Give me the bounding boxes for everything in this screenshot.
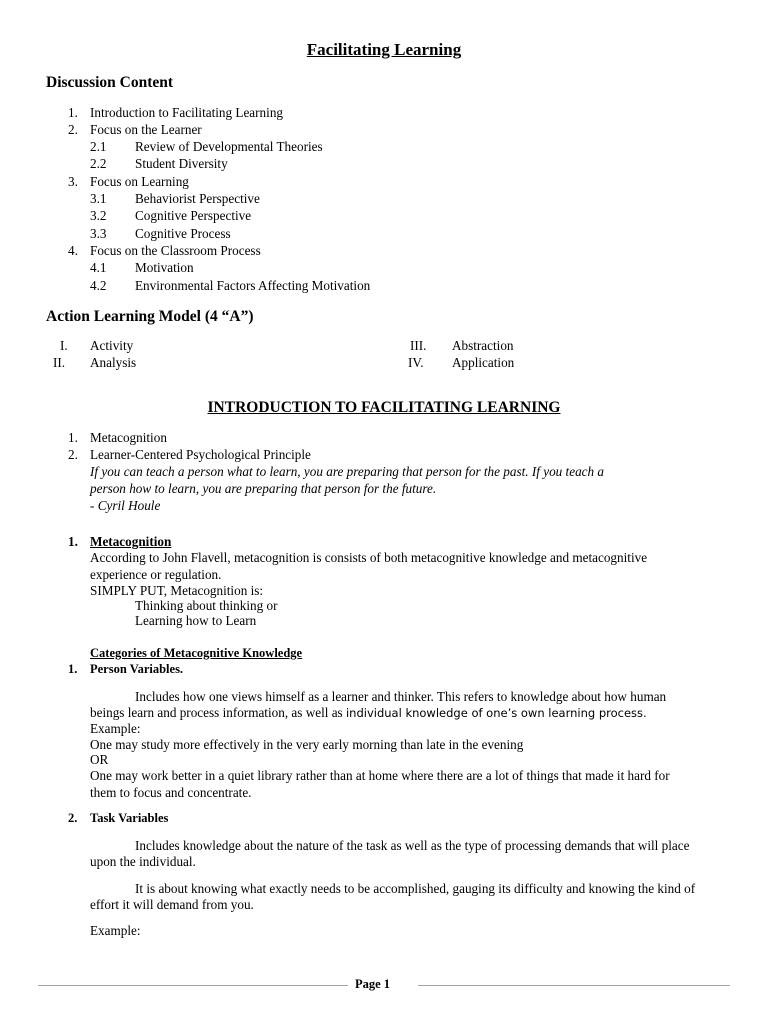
paragraph-text: beings learn and process information, as well as [90, 705, 346, 720]
roman-number: I. [60, 338, 68, 353]
list-number: 4. [68, 243, 78, 258]
paragraph-line: OR [90, 752, 109, 767]
section-number: 2. [68, 811, 78, 825]
sublist-item: Motivation [135, 260, 194, 275]
quote-text: person how to learn, you are preparing that person for the future. [90, 481, 437, 496]
footer-rule-right [418, 985, 730, 986]
list-item: Analysis [90, 355, 137, 370]
quote-text: If you can teach a person what to learn, you are preparing that person for the past. If you teach a [90, 464, 604, 479]
list-item: Introduction to Facilitating Learning [90, 105, 284, 120]
sublist-item: Cognitive Process [135, 226, 231, 241]
list-number: 1. [68, 430, 78, 445]
list-item: Learner-Centered Psychological Principle [90, 447, 311, 462]
section-heading: INTRODUCTION TO FACILITATING LEARNING [207, 399, 561, 416]
list-item: Focus on the Classroom Process [90, 243, 261, 258]
paragraph-line: experience or regulation. [90, 567, 222, 582]
sublist-number: 3.1 [90, 191, 107, 206]
sublist-number: 3.2 [90, 208, 107, 223]
list-item: Activity [90, 338, 134, 353]
roman-number: II. [53, 355, 66, 370]
sublist-number: 2.2 [90, 156, 107, 171]
section-heading: Metacognition [90, 534, 172, 549]
sublist-number: 4.1 [90, 260, 107, 275]
list-number: 3. [68, 174, 78, 189]
paragraph-line: effort it will demand from you. [90, 897, 254, 912]
paragraph-line: Includes knowledge about the nature of the task as well as the type of processing demands that will place [135, 838, 690, 853]
paragraph-text: individual knowledge of one’s own learning process. [345, 706, 647, 720]
paragraph-line: Thinking about thinking or [135, 598, 278, 613]
list-item: Focus on the Learner [90, 122, 202, 137]
sublist-item: Student Diversity [135, 156, 228, 171]
list-number: 1. [68, 105, 78, 120]
list-item: Application [452, 355, 515, 370]
paragraph-line [90, 706, 647, 720]
sublist-number: 3.3 [90, 226, 107, 241]
paragraph-line: Learning how to Learn [135, 613, 257, 628]
paragraph-line: According to John Flavell, metacognition is consists of both metacognitive knowledge and metacognitive [90, 550, 648, 565]
list-item: Abstraction [452, 338, 514, 353]
sublist-item: Behaviorist Perspective [135, 191, 260, 206]
paragraph-line: One may work better in a quiet library rather than at home where there are a lot of things that made it hard for [90, 768, 670, 783]
paragraph-line: Example: [90, 721, 141, 736]
model-heading: Action Learning Model (4 “A”) [46, 308, 254, 325]
sublist-item: Review of Developmental Theories [135, 139, 323, 154]
sublist-number: 4.2 [90, 278, 107, 293]
list-item: Metacognition [90, 430, 167, 445]
quote-author: - Cyril Houle [90, 498, 161, 513]
paragraph-line: Example: [90, 923, 141, 938]
paragraph-line: Includes how one views himself as a learner and thinker. This refers to knowledge about how human [135, 689, 667, 704]
page-title: Facilitating Learning [306, 40, 462, 59]
sublist-item: Environmental Factors Affecting Motivation [135, 278, 371, 293]
sublist-number: 2.1 [90, 139, 107, 154]
roman-number: IV. [408, 355, 424, 370]
section-number: 1. [68, 662, 78, 676]
subsection-heading: Person Variables. [90, 662, 184, 676]
section-number: 1. [68, 534, 78, 549]
footer-rule-left [38, 985, 348, 986]
paragraph-line: them to focus and concentrate. [90, 785, 252, 800]
subsection-heading: Categories of Metacognitive Knowledge [90, 646, 303, 660]
paragraph-line: It is about knowing what exactly needs to be accomplished, gauging its difficulty and knowing the kind of [135, 881, 696, 896]
sublist-item: Cognitive Perspective [135, 208, 252, 223]
paragraph-line: SIMPLY PUT, Metacognition is: [90, 583, 264, 598]
roman-number: III. [410, 338, 427, 353]
subsection-heading: Task Variables [90, 811, 169, 825]
list-number: 2. [68, 447, 78, 462]
paragraph-line: One may study more effectively in the very early morning than late in the evening [90, 737, 524, 752]
list-number: 2. [68, 122, 78, 137]
paragraph-line: upon the individual. [90, 854, 196, 869]
list-item: Focus on Learning [90, 174, 189, 189]
page-number: Page 1 [355, 977, 391, 991]
discussion-heading: Discussion Content [46, 74, 174, 91]
